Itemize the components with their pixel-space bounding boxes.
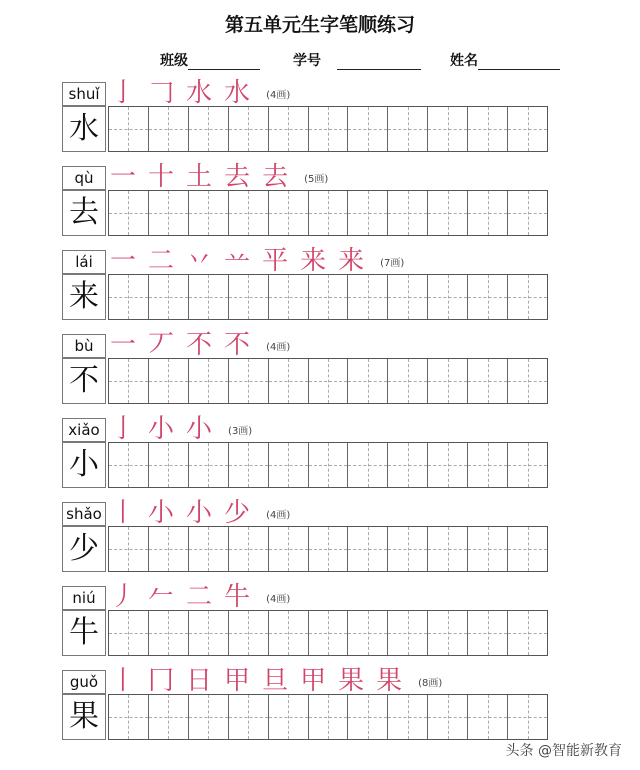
stroke-step: 日 bbox=[186, 666, 213, 696]
writing-cell[interactable] bbox=[388, 611, 428, 655]
practice-row bbox=[62, 78, 548, 154]
writing-cell[interactable] bbox=[229, 191, 269, 235]
writing-cell[interactable] bbox=[468, 695, 508, 739]
writing-grid bbox=[108, 610, 548, 656]
writing-cell[interactable] bbox=[388, 191, 428, 235]
writing-cell[interactable] bbox=[348, 443, 388, 487]
stroke-step: 𠂉 bbox=[148, 582, 175, 612]
writing-cell[interactable] bbox=[468, 611, 508, 655]
character-box: 果 bbox=[62, 694, 106, 740]
writing-cell[interactable] bbox=[348, 527, 388, 571]
stroke-step: 土 bbox=[186, 162, 213, 192]
writing-cell[interactable] bbox=[309, 275, 349, 319]
writing-cell[interactable] bbox=[428, 107, 468, 151]
pinyin-box: xiǎo bbox=[62, 418, 106, 442]
writing-grid bbox=[108, 106, 548, 152]
stroke-step: 二 bbox=[148, 246, 175, 276]
writing-cell[interactable] bbox=[348, 611, 388, 655]
writing-cell[interactable] bbox=[109, 695, 149, 739]
writing-cell[interactable] bbox=[229, 443, 269, 487]
writing-cell[interactable] bbox=[348, 107, 388, 151]
writing-cell[interactable] bbox=[508, 527, 547, 571]
stroke-count: (7画) bbox=[380, 257, 405, 269]
writing-cell[interactable] bbox=[109, 191, 149, 235]
writing-cell[interactable] bbox=[189, 191, 229, 235]
stroke-step: 丆 bbox=[148, 330, 175, 360]
writing-cell[interactable] bbox=[468, 275, 508, 319]
watermark: 头条 @智能新教育 bbox=[505, 743, 622, 759]
writing-cell[interactable] bbox=[468, 107, 508, 151]
stroke-step: 不 bbox=[224, 330, 251, 360]
writing-cell[interactable] bbox=[269, 191, 309, 235]
stroke-order bbox=[110, 580, 290, 614]
writing-cell[interactable] bbox=[149, 275, 189, 319]
stroke-order bbox=[110, 412, 252, 446]
stroke-step: 二 bbox=[186, 582, 213, 612]
writing-cell[interactable] bbox=[149, 527, 189, 571]
stroke-step: 旦 bbox=[262, 666, 289, 696]
writing-cell[interactable] bbox=[428, 275, 468, 319]
pinyin-box: niú bbox=[62, 586, 106, 610]
writing-cell[interactable] bbox=[109, 527, 149, 571]
writing-cell[interactable] bbox=[388, 359, 428, 403]
character-box: 去 bbox=[62, 190, 106, 236]
writing-cell[interactable] bbox=[428, 443, 468, 487]
stroke-step: 甲 bbox=[300, 666, 327, 696]
writing-cell[interactable] bbox=[189, 443, 229, 487]
stroke-step: 亅 bbox=[110, 78, 137, 108]
stroke-count: (8画) bbox=[418, 677, 443, 689]
writing-cell[interactable] bbox=[388, 107, 428, 151]
writing-cell[interactable] bbox=[428, 359, 468, 403]
writing-cell[interactable] bbox=[348, 695, 388, 739]
stroke-step: 平 bbox=[262, 246, 289, 276]
stroke-count: (5画) bbox=[304, 173, 329, 185]
class-blank[interactable] bbox=[188, 55, 260, 70]
writing-cell[interactable] bbox=[309, 695, 349, 739]
stroke-step: 䒑 bbox=[224, 246, 251, 276]
writing-cell[interactable] bbox=[388, 527, 428, 571]
writing-cell[interactable] bbox=[149, 359, 189, 403]
stroke-step: 小 bbox=[148, 414, 175, 444]
writing-cell[interactable] bbox=[309, 443, 349, 487]
number-label: 学号 bbox=[293, 53, 321, 69]
page-title: 第五单元生字笔顺练习 bbox=[224, 14, 415, 36]
practice-row bbox=[62, 330, 548, 406]
writing-grid bbox=[108, 358, 548, 404]
stroke-count: (4画) bbox=[266, 89, 291, 101]
writing-cell[interactable] bbox=[149, 191, 189, 235]
stroke-step: 去 bbox=[262, 162, 289, 192]
writing-cell[interactable] bbox=[109, 275, 149, 319]
stroke-step: 甲 bbox=[224, 666, 251, 696]
writing-cell[interactable] bbox=[468, 527, 508, 571]
stroke-step: 小 bbox=[186, 498, 213, 528]
writing-cell[interactable] bbox=[269, 107, 309, 151]
stroke-count: (4画) bbox=[266, 593, 291, 605]
stroke-order bbox=[110, 328, 290, 362]
writing-cell[interactable] bbox=[428, 527, 468, 571]
writing-cell[interactable] bbox=[109, 443, 149, 487]
writing-cell[interactable] bbox=[428, 611, 468, 655]
pinyin-box: bù bbox=[62, 334, 106, 358]
writing-cell[interactable] bbox=[309, 359, 349, 403]
writing-grid bbox=[108, 274, 548, 320]
writing-cell[interactable] bbox=[309, 611, 349, 655]
stroke-step: 丷 bbox=[186, 246, 213, 276]
practice-row bbox=[62, 582, 548, 658]
character-box: 不 bbox=[62, 358, 106, 404]
writing-cell[interactable] bbox=[388, 275, 428, 319]
character-box: 水 bbox=[62, 106, 106, 152]
stroke-step: 少 bbox=[224, 498, 251, 528]
stroke-step: 𠃌 bbox=[148, 78, 175, 108]
stroke-step: 不 bbox=[186, 330, 213, 360]
writing-cell[interactable] bbox=[269, 611, 309, 655]
writing-cell[interactable] bbox=[508, 695, 547, 739]
number-field bbox=[293, 50, 421, 70]
stroke-step: 亅 bbox=[110, 414, 137, 444]
stroke-step: 小 bbox=[186, 414, 213, 444]
pinyin-box: lái bbox=[62, 250, 106, 274]
writing-cell[interactable] bbox=[348, 275, 388, 319]
pinyin-box: shǎo bbox=[62, 502, 106, 526]
writing-cell[interactable] bbox=[109, 611, 149, 655]
name-blank[interactable] bbox=[478, 55, 560, 70]
writing-cell[interactable] bbox=[189, 527, 229, 571]
writing-grid bbox=[108, 190, 548, 236]
writing-cell[interactable] bbox=[149, 443, 189, 487]
stroke-step: 果 bbox=[376, 666, 403, 696]
writing-cell[interactable] bbox=[149, 695, 189, 739]
writing-cell[interactable] bbox=[229, 611, 269, 655]
stroke-step: 去 bbox=[224, 162, 251, 192]
stroke-order bbox=[110, 244, 404, 278]
writing-cell[interactable] bbox=[428, 695, 468, 739]
writing-cell[interactable] bbox=[189, 611, 229, 655]
stroke-step: 水 bbox=[224, 78, 251, 108]
writing-cell[interactable] bbox=[508, 275, 547, 319]
pinyin-box: guǒ bbox=[62, 670, 106, 694]
writing-cell[interactable] bbox=[229, 359, 269, 403]
writing-cell[interactable] bbox=[348, 191, 388, 235]
stroke-step: 牛 bbox=[224, 582, 251, 612]
writing-cell[interactable] bbox=[189, 107, 229, 151]
writing-cell[interactable] bbox=[269, 695, 309, 739]
pinyin-box: qù bbox=[62, 166, 106, 190]
writing-cell[interactable] bbox=[468, 191, 508, 235]
writing-cell[interactable] bbox=[428, 191, 468, 235]
writing-cell[interactable] bbox=[269, 275, 309, 319]
stroke-order bbox=[110, 664, 442, 698]
writing-grid bbox=[108, 526, 548, 572]
practice-row bbox=[62, 498, 548, 574]
writing-cell[interactable] bbox=[388, 695, 428, 739]
stroke-count: (3画) bbox=[228, 425, 253, 437]
number-blank[interactable] bbox=[337, 55, 421, 70]
stroke-step: 一 bbox=[110, 330, 137, 360]
stroke-step: 水 bbox=[186, 78, 213, 108]
writing-cell[interactable] bbox=[229, 275, 269, 319]
writing-cell[interactable] bbox=[229, 695, 269, 739]
writing-cell[interactable] bbox=[508, 191, 547, 235]
character-box: 小 bbox=[62, 442, 106, 488]
writing-cell[interactable] bbox=[388, 443, 428, 487]
writing-cell[interactable] bbox=[229, 107, 269, 151]
writing-cell[interactable] bbox=[269, 443, 309, 487]
writing-cell[interactable] bbox=[109, 359, 149, 403]
name-label: 姓名 bbox=[450, 53, 478, 69]
writing-cell[interactable] bbox=[109, 107, 149, 151]
character-box: 来 bbox=[62, 274, 106, 320]
pinyin-box: shuǐ bbox=[62, 82, 106, 106]
writing-cell[interactable] bbox=[229, 527, 269, 571]
writing-cell[interactable] bbox=[149, 611, 189, 655]
writing-cell[interactable] bbox=[508, 443, 547, 487]
writing-cell[interactable] bbox=[189, 275, 229, 319]
writing-cell[interactable] bbox=[189, 695, 229, 739]
writing-cell[interactable] bbox=[269, 527, 309, 571]
writing-grid bbox=[108, 694, 548, 740]
practice-row bbox=[62, 666, 548, 742]
stroke-step: 十 bbox=[148, 162, 175, 192]
writing-cell[interactable] bbox=[468, 443, 508, 487]
stroke-step: 冂 bbox=[148, 666, 175, 696]
stroke-step: 来 bbox=[300, 246, 327, 276]
writing-cell[interactable] bbox=[149, 107, 189, 151]
practice-row bbox=[62, 414, 548, 490]
writing-cell[interactable] bbox=[309, 527, 349, 571]
writing-cell[interactable] bbox=[508, 611, 547, 655]
writing-cell[interactable] bbox=[348, 359, 388, 403]
stroke-step: 丨 bbox=[110, 666, 137, 696]
writing-cell[interactable] bbox=[309, 191, 349, 235]
name-field bbox=[450, 50, 560, 70]
stroke-step: 一 bbox=[110, 162, 137, 192]
writing-cell[interactable] bbox=[189, 359, 229, 403]
writing-cell[interactable] bbox=[468, 359, 508, 403]
practice-row bbox=[62, 162, 548, 238]
writing-cell[interactable] bbox=[508, 359, 547, 403]
class-label: 班级 bbox=[160, 53, 188, 69]
stroke-step: 来 bbox=[338, 246, 365, 276]
stroke-order bbox=[110, 76, 290, 110]
stroke-count: (4画) bbox=[266, 341, 291, 353]
writing-cell[interactable] bbox=[508, 107, 547, 151]
stroke-order bbox=[110, 160, 328, 194]
writing-grid bbox=[108, 442, 548, 488]
class-field bbox=[160, 50, 260, 70]
stroke-step: 一 bbox=[110, 246, 137, 276]
character-box: 少 bbox=[62, 526, 106, 572]
stroke-count: (4画) bbox=[266, 509, 291, 521]
character-box: 牛 bbox=[62, 610, 106, 656]
stroke-order bbox=[110, 496, 290, 530]
stroke-step: 丨 bbox=[110, 498, 137, 528]
stroke-step: 丿 bbox=[110, 582, 137, 612]
practice-row bbox=[62, 246, 548, 322]
writing-cell[interactable] bbox=[269, 359, 309, 403]
stroke-step: 果 bbox=[338, 666, 365, 696]
writing-cell[interactable] bbox=[309, 107, 349, 151]
stroke-step: 小 bbox=[148, 498, 175, 528]
